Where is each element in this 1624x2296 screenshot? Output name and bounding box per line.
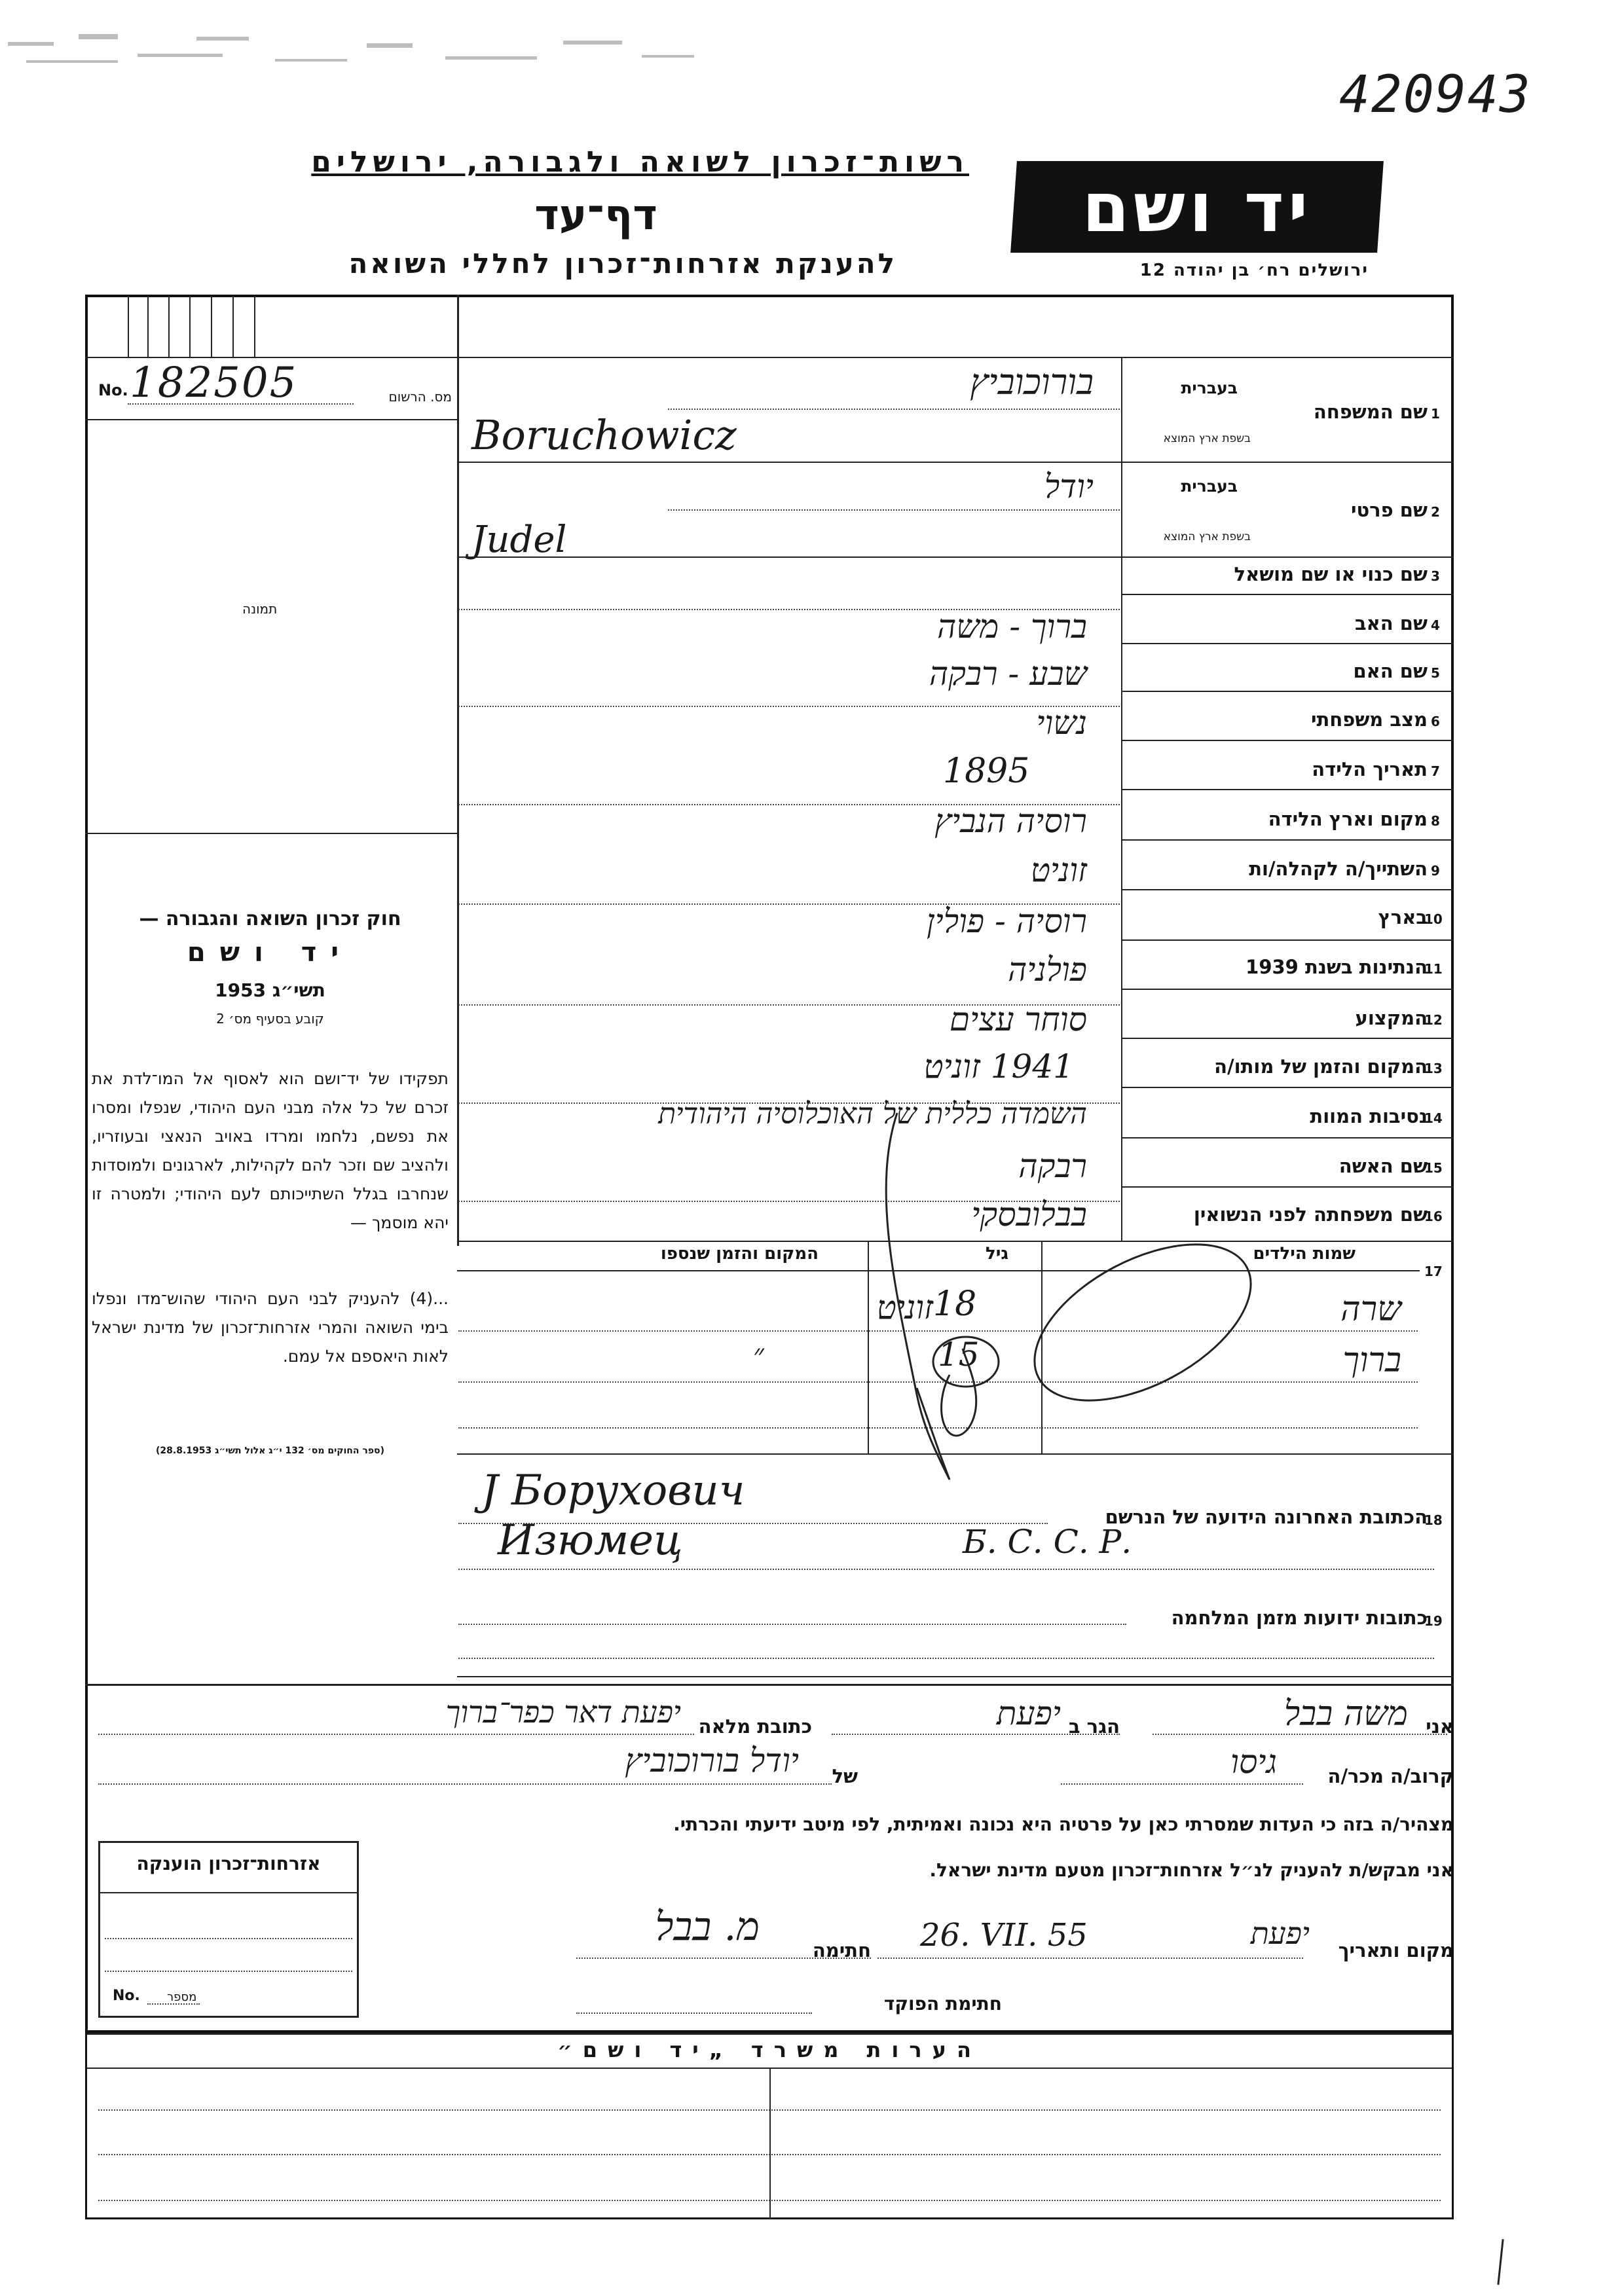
field-11-value: פולניה	[1007, 951, 1087, 989]
law-year: תשי״ג 1953	[215, 979, 325, 1001]
declaration-address-label: כתובת מלאה	[698, 1715, 812, 1738]
field-7-number: 7	[1431, 763, 1440, 779]
law-reference: (ספר החוקים מס׳ 132 י״ג אלול תשי״ג 28.8.1953)	[156, 1446, 384, 1456]
field-8-label: מקום וארץ הלידה	[1268, 808, 1428, 830]
handwritten-marks	[799, 1087, 1388, 1493]
registration-label-en: No.	[98, 381, 128, 399]
field-9-value: זוניט	[1030, 851, 1087, 889]
margin-mark	[1497, 2239, 1504, 2285]
declaration-relation-label: קרוב/ה מכר/ה	[1327, 1765, 1454, 1787]
field-10-label: בארץ	[1378, 906, 1428, 928]
date-value: 26. VII. 55	[920, 1917, 1088, 1954]
last-address-line-2: Изюмец	[498, 1516, 683, 1565]
logo-address: ירושלים רח׳ בן יהודה 12	[1139, 261, 1369, 280]
field-13-value: 1941 זוניט	[923, 1048, 1074, 1085]
field-15-label: שם האשה	[1338, 1155, 1428, 1177]
field-13-label: המקום והזמן של מותו/ה	[1214, 1055, 1428, 1078]
field-8-value: רוסיה הנביץ	[934, 802, 1087, 840]
circled-name	[1009, 1212, 1276, 1433]
field-6-value: נשוי	[1036, 704, 1087, 742]
field-9-number: 9	[1431, 863, 1440, 879]
field-2-value-local: Judel	[471, 519, 567, 561]
declaration-ani: אני	[1426, 1715, 1454, 1738]
citizenship-box-title: אזרחות־זכרון הוענקה	[136, 1853, 321, 1874]
photo-label: תמונה	[242, 601, 278, 617]
form-subtitle: להענקת אזרחות־זכרון לחללי השואה	[348, 247, 897, 280]
field-13-number: 13	[1424, 1061, 1443, 1076]
field-1-sub-he: בעברית	[1181, 378, 1238, 397]
declaration-relation-value: גיסו	[1230, 1743, 1277, 1781]
field-1-sub-local: בשפת ארץ המוצא	[1163, 432, 1251, 445]
children-header-age: גיל	[985, 1244, 1008, 1264]
place-value: יפעת	[1250, 1916, 1310, 1951]
declaration-of-label: של	[832, 1765, 858, 1787]
children-header-place: המקום והזמן שנספו	[660, 1244, 819, 1264]
loop-stroke	[942, 1349, 976, 1436]
declaration-statement-1: מצהיר/ה בזה כי העדות שמסרתי כאן על פרטיה היא נכונה ואמיתית, לפי מיטב ידיעתי והכרתי.	[673, 1813, 1454, 1835]
field-1-value-he: בורוכוביץ	[970, 361, 1094, 403]
field-12-label: המקצוע	[1355, 1007, 1428, 1029]
field-6-number: 6	[1431, 714, 1440, 729]
declaration-gar-value: יפעת	[996, 1694, 1061, 1732]
field-2-label: שם פרטי	[1350, 499, 1428, 521]
field-19-label: כתובות ידועות מזמן המלחמה	[1171, 1607, 1428, 1629]
office-notes-title: הערות משרד „יד ושם״	[557, 2037, 982, 2062]
field-2-value-he: יודל	[1044, 467, 1094, 505]
field-12-number: 12	[1424, 1012, 1443, 1028]
field-2-number: 2	[1431, 504, 1440, 520]
last-address-line-1: J Борухович	[481, 1467, 745, 1515]
office-notes-frame	[85, 2033, 1454, 2219]
field-16-number: 16	[1424, 1209, 1443, 1224]
signature-value: מ. בבל	[655, 1904, 760, 1950]
field-15-value: רבקה	[1018, 1147, 1087, 1185]
field-12-value: סוחר עצים	[949, 1000, 1087, 1038]
signature-label: חתימה	[812, 1939, 871, 1961]
child-1-name: שרה	[1340, 1290, 1401, 1329]
field-5-label: שם האם	[1353, 660, 1428, 682]
field-4-value: ברוך - משה	[936, 608, 1087, 646]
archive-number: 420943	[1339, 65, 1532, 124]
field-18-label: הכתובת האחרונה הידועה של הנרשם	[1105, 1506, 1428, 1528]
declaration-gar-be: הגר ב	[1068, 1715, 1120, 1738]
field-9-label: השתייך/ה לקהלה/ות	[1249, 858, 1428, 880]
field-7-label: תאריך הלידה	[1312, 758, 1428, 780]
circled-age	[933, 1337, 999, 1387]
citizenship-number-label-en: No.	[113, 1988, 140, 2004]
field-3-number: 3	[1431, 568, 1440, 584]
field-5-value: שבע - רבקה	[929, 655, 1087, 693]
child-2-name: ברוך	[1342, 1341, 1401, 1380]
field-11-label: הנתינות בשנת 1939	[1246, 956, 1428, 978]
field-17-number: 17	[1424, 1264, 1443, 1279]
field-1-number: 1	[1431, 406, 1440, 422]
law-name: יד ושם	[187, 938, 354, 968]
field-2-sub-he: בעברית	[1181, 477, 1238, 496]
field-14-value: השמדה כללית של האוכלוסיה היהודית	[658, 1097, 1087, 1131]
form-title: דף־עד	[534, 191, 657, 240]
place-date-label: מקום ותאריך	[1338, 1939, 1454, 1961]
officer-signature-label: חתימת הפוקד	[883, 1993, 1002, 2014]
child-1-place: זוניט	[876, 1288, 933, 1326]
field-16-value: בבלובסקי	[971, 1195, 1087, 1233]
field-6-label: מצב משפחתי	[1310, 708, 1428, 731]
child-2-place: ״	[753, 1338, 764, 1372]
field-11-number: 11	[1424, 961, 1443, 977]
law-paragraph-1: תפקידו של יד־ושם הוא לאסוף אל המו־לדת את זכרם של כל אלה מבני העם היהודי, שנפלו ומסרו את נפשם, נלחמו ומרדו באויב הנאצי ובעוזריו, ולהציב שם וזכר להם לקהילות, לארגונים ולמוסדות שנחרבו בגלל השתייכותם לעם היהודי; ולמטרה זו יהא מוסמך —	[92, 1069, 449, 1232]
field-1-label: שם המשפחה	[1313, 401, 1428, 423]
last-address-country: Б. С. С. Р.	[963, 1523, 1132, 1561]
field-5-number: 5	[1431, 665, 1440, 681]
strike-stroke	[886, 1113, 950, 1480]
field-3-label: שם כנוי או שם מושאל	[1234, 563, 1428, 585]
children-header-names: שמות הילדים	[1253, 1244, 1356, 1264]
law-section: קובע בסעיף מס׳ 2	[216, 1011, 324, 1027]
registration-label: מס. הרשום	[388, 389, 452, 405]
field-18-number: 18	[1424, 1512, 1443, 1528]
field-7-value: 1895	[943, 752, 1030, 791]
declaration-address-value: יפעת דאר כפר־ברוך	[445, 1694, 681, 1730]
registration-number: 182505	[130, 359, 298, 407]
field-1-value-local: Boruchowicz	[471, 411, 737, 459]
citizenship-number-label-he: מספר	[167, 1990, 197, 2004]
org-line: רשות־זכרון לשואה ולגבורה, ירושלים	[311, 145, 969, 179]
field-10-value: רוסיה - פולין	[926, 902, 1087, 940]
law-title: חוק זכרון השואה והגבורה —	[139, 907, 401, 930]
declaration-name-value: משה בבל	[1283, 1694, 1408, 1734]
field-4-number: 4	[1431, 617, 1440, 633]
field-14-number: 14	[1424, 1110, 1443, 1126]
field-4-label: שם האב	[1354, 612, 1428, 634]
field-8-number: 8	[1431, 813, 1440, 829]
child-1-age: 18	[933, 1285, 977, 1324]
strike-stroke-2	[917, 1388, 950, 1480]
declaration-of-value: יודל בורוכוביץ	[625, 1741, 799, 1779]
field-2-sub-local: בשפת ארץ המוצא	[1163, 530, 1251, 543]
law-paragraph-2: ...(4) להעניק לבני העם היהודי שהוש־מדו ונפלו בימי השואה והמרי אזרחות־זכרון של מדינת ישראל לאות היאספם אל עמם.	[92, 1289, 449, 1366]
declaration-statement-2: אני מבקש/ת להעניק לנ״ל אזרחות־זכרון מטעם מדינת ישראל.	[929, 1859, 1454, 1881]
scan-noise	[0, 0, 720, 105]
child-2-age: 15	[938, 1336, 980, 1374]
field-16-label: שם משפחתה לפני הנשואין	[1193, 1203, 1428, 1226]
field-14-label: נסיבות המוות	[1310, 1105, 1428, 1127]
field-10-number: 10	[1424, 911, 1443, 927]
field-19-number: 19	[1424, 1613, 1443, 1629]
field-15-number: 15	[1424, 1160, 1443, 1176]
logo-text: יד ושם	[1082, 168, 1312, 247]
